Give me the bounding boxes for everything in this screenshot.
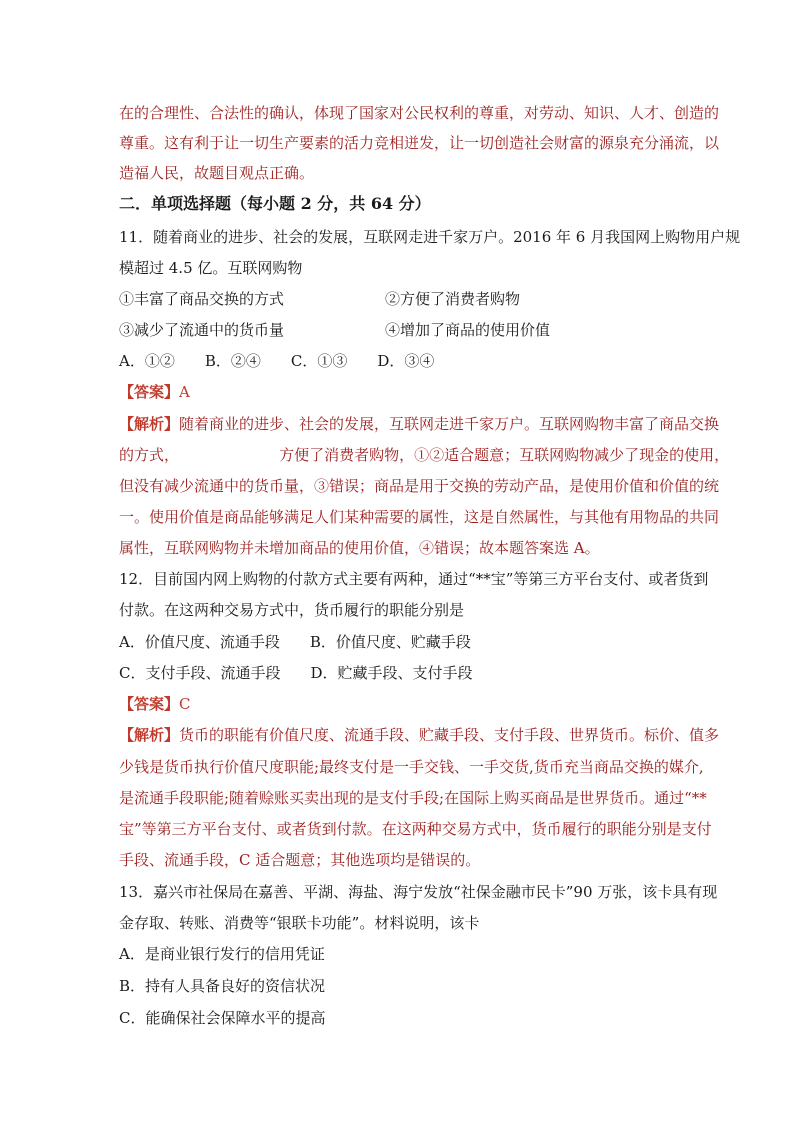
- answer-option: C．能确保社会保障水平的提高: [119, 1009, 326, 1027]
- analysis-line: 少钱是货币执行价值尺度职能;最终支付是一手交钱、一手交货,货币充当商品交换的媒介,: [119, 758, 704, 776]
- answer-line: [119, 382, 190, 402]
- analysis-line: 宝”等第三方平台支付、或者货到付款。在这两种交易方式中，货币履行的职能分别是支付: [119, 820, 712, 838]
- answer-options: C．支付手段、流通手段 D．贮藏手段、支付手段: [119, 664, 473, 682]
- analysis-label: 【解析】: [119, 415, 180, 433]
- analysis-line: 属性，互联网购物并未增加商品的使用价值，④错误；故本题答案选 A。: [119, 539, 600, 557]
- answer-line: [119, 694, 191, 714]
- question-stem: 11．随着商业的进步、社会的发展，互联网走进千家万户。2016 年 6 月我国网上购物用户规: [119, 228, 741, 246]
- analysis-line: 尊重。这有利于让一切生产要素的活力竞相迸发，让一切创造社会财富的源泉充分涌流，以: [119, 134, 720, 152]
- statement-item: ④增加了商品的使用价值: [385, 321, 551, 339]
- analysis-line: 手段、流通手段，C 适合题意；其他选项均是错误的。: [119, 851, 481, 869]
- question-stem: 金存取、转账、消费等“银联卡功能”。材料说明，该卡: [119, 914, 480, 932]
- statement-item: ②方便了消费者购物: [385, 290, 521, 308]
- answer-option: B．持有人具备良好的资信状况: [119, 977, 326, 995]
- analysis-line: 但没有减少流通中的货币量，③错误；商品是用于交换的劳动产品，是使用价值和价值的统: [119, 477, 720, 495]
- analysis-line: 是流通手段职能;随着赊账买卖出现的是支付手段;在国际上购买商品是世界货币。通过“**: [119, 789, 707, 807]
- analysis-line: [119, 414, 719, 434]
- question-stem: 付款。在这两种交易方式中，货币履行的职能分别是: [119, 601, 465, 619]
- analysis-line: 在的合理性、合法性的确认，体现了国家对公民权利的尊重，对劳动、知识、人才、创造的: [119, 104, 720, 122]
- answer-label: 【答案】: [119, 695, 180, 713]
- answer-value: A: [179, 383, 190, 401]
- statement-item: ③减少了流通中的货币量: [119, 321, 285, 339]
- analysis-line: 一。使用价值是商品能够满足人们某种需要的属性，这是自然属性，与其他有用物品的共同: [119, 508, 720, 526]
- analysis-text: 随着商业的进步、社会的发展，互联网走进千家万户。互联网购物丰富了商品交换: [179, 415, 720, 433]
- question-stem: 模超过 4.5 亿。互联网购物: [119, 259, 303, 277]
- analysis-line: 造福人民，故题目观点正确。: [119, 164, 315, 182]
- analysis-line: [119, 725, 719, 745]
- analysis-label: 【解析】: [119, 726, 180, 744]
- answer-option: A．是商业银行发行的信用凭证: [119, 945, 325, 963]
- statement-item: ①丰富了商品交换的方式: [119, 290, 285, 308]
- analysis-line: 的方式， 方便了消费者购物，①②适合题意；互联网购物减少了现金的使用，: [119, 446, 730, 464]
- section-heading: 二．单项选择题（每小题 2 分，共 64 分）: [119, 194, 431, 213]
- answer-label: 【答案】: [119, 383, 180, 401]
- answer-value: C: [179, 695, 191, 713]
- answer-options: A．价值尺度、流通手段 B．价值尺度、贮藏手段: [119, 633, 471, 651]
- question-stem: 13．嘉兴市社保局在嘉善、平湖、海盐、海宁发放“社保金融市民卡”90 万张，该卡具有现: [119, 883, 718, 901]
- analysis-text: 货币的职能有价值尺度、流通手段、贮藏手段、支付手段、世界货币。标价、值多: [179, 726, 720, 744]
- answer-options: A．①② B．②④ C．①③ D．③④: [119, 352, 435, 370]
- question-stem: 12．目前国内网上购物的付款方式主要有两种，通过“**宝”等第三方平台支付、或者货到: [119, 570, 709, 588]
